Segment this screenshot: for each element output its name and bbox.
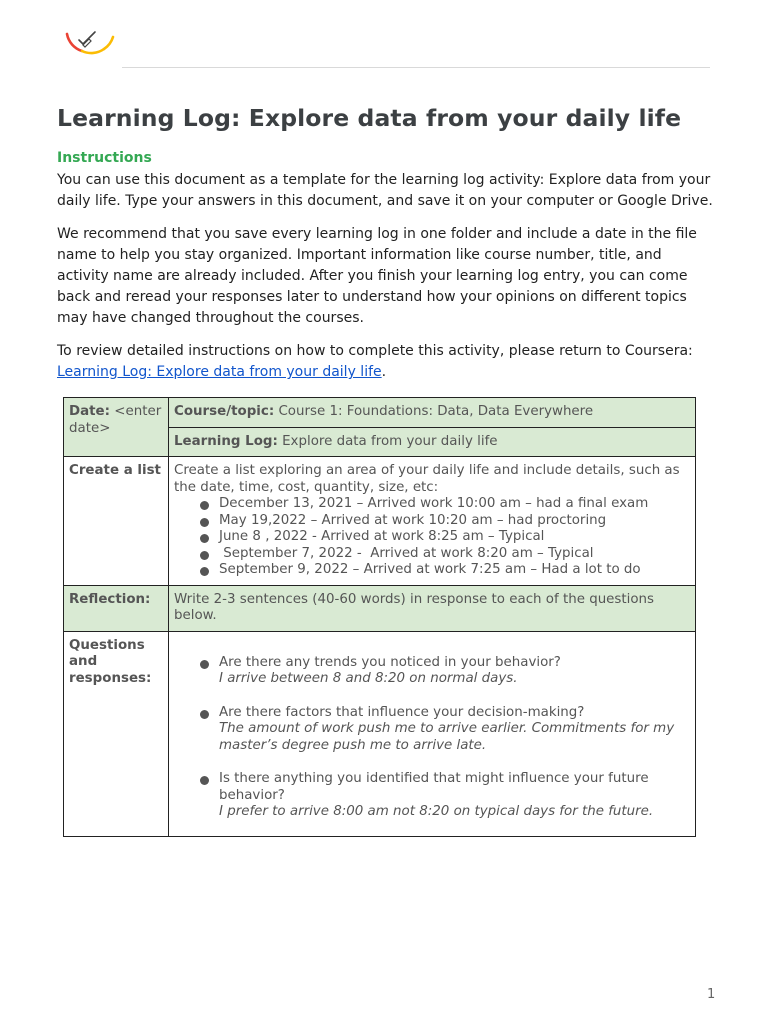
coursera-activity-link[interactable]: Learning Log: Explore data from your daily life (57, 364, 382, 380)
questions-list (174, 655, 690, 821)
response-text[interactable]: I arrive between 8 and 8:20 on normal days. (219, 671, 518, 686)
list-item: September 9, 2022 – Arrived at work 7:25 am – Had a lot to do (200, 562, 690, 579)
learning-log-cell (169, 427, 696, 457)
question-item (200, 705, 690, 755)
instructions-heading: Instructions (57, 150, 152, 166)
question-item (200, 655, 690, 688)
learning-log-label: Learning Log: (174, 433, 278, 449)
list-item: December 13, 2021 – Arrived work 10:00 am – had a final exam (200, 496, 690, 513)
list-item: May 19,2022 – Arrived at work 10:20 am – had proctoring (200, 513, 690, 530)
learning-log-table (63, 397, 696, 837)
learning-log-value: Explore data from your daily life (277, 433, 498, 449)
instructions-paragraph-3 (57, 341, 717, 383)
coursera-instruction-text: To review detailed instructions on how to complete this activity, please return to Coursera: (57, 343, 693, 359)
date-cell[interactable] (64, 398, 169, 457)
create-list-cell[interactable] (169, 457, 696, 586)
question-text: Are there factors that influence your decision-making? (219, 704, 585, 720)
page-number: 1 (707, 987, 716, 1002)
page-title: Learning Log: Explore data from your daily life (57, 104, 682, 132)
question-item (200, 771, 690, 821)
instructions-paragraph-1: You can use this document as a template for the learning log activity: Explore data from your daily life. Type your answers in this document, and save it on your computer or Google Drive. (57, 172, 713, 209)
qa-label-cell (64, 631, 169, 836)
google-logo-icon (62, 22, 118, 58)
date-label: Date: (69, 404, 110, 419)
list-item: June 8 , 2022 - Arrived at work 8:25 am – Typical (200, 529, 690, 546)
reflection-cell (169, 585, 696, 631)
list-item: September 7, 2022 - Arrived at work 8:20 am – Typical (200, 546, 690, 563)
qa-label: Questions and responses: (69, 637, 152, 686)
question-text: Is there anything you identified that might influence your future behavior? (219, 771, 649, 803)
course-label: Course/topic: (174, 404, 275, 419)
create-list-intro: Create a list exploring an area of your daily life and include details, such as the date, time, cost, quantity, size, etc: (174, 463, 680, 495)
course-cell (169, 398, 696, 428)
create-list-label-cell (64, 457, 169, 586)
create-list-label: Create a list (69, 463, 161, 478)
date-value: <enter date> (69, 404, 162, 436)
header-divider (122, 67, 710, 68)
response-text[interactable]: The amount of work push me to arrive earlier. Commitments for my master’s degree push me to arrive late. (219, 721, 675, 753)
instructions-paragraph-2: We recommend that you save every learning log in one folder and include a date in the file name to help you stay organized. Important information like course number, title, and activity name are already included. After you finish your learning log entry, you can come back and reread your responses later to understand how your opinions on different topics may have changed throughout the courses. (57, 226, 697, 326)
reflection-label: Reflection: (69, 591, 151, 607)
course-value: Course 1: Foundations: Data, Data Everywhere (274, 404, 594, 419)
daily-log-list (174, 496, 690, 579)
link-trailing-period: . (381, 364, 387, 380)
reflection-text: Write 2-3 sentences (40-60 words) in response to each of the questions below. (174, 591, 655, 623)
reflection-label-cell (64, 585, 169, 631)
qa-cell[interactable] (169, 631, 696, 836)
response-text[interactable]: I prefer to arrive 8:00 am not 8:20 on typical days for the future. (219, 804, 654, 819)
question-text: Are there any trends you noticed in your behavior? (219, 654, 561, 670)
